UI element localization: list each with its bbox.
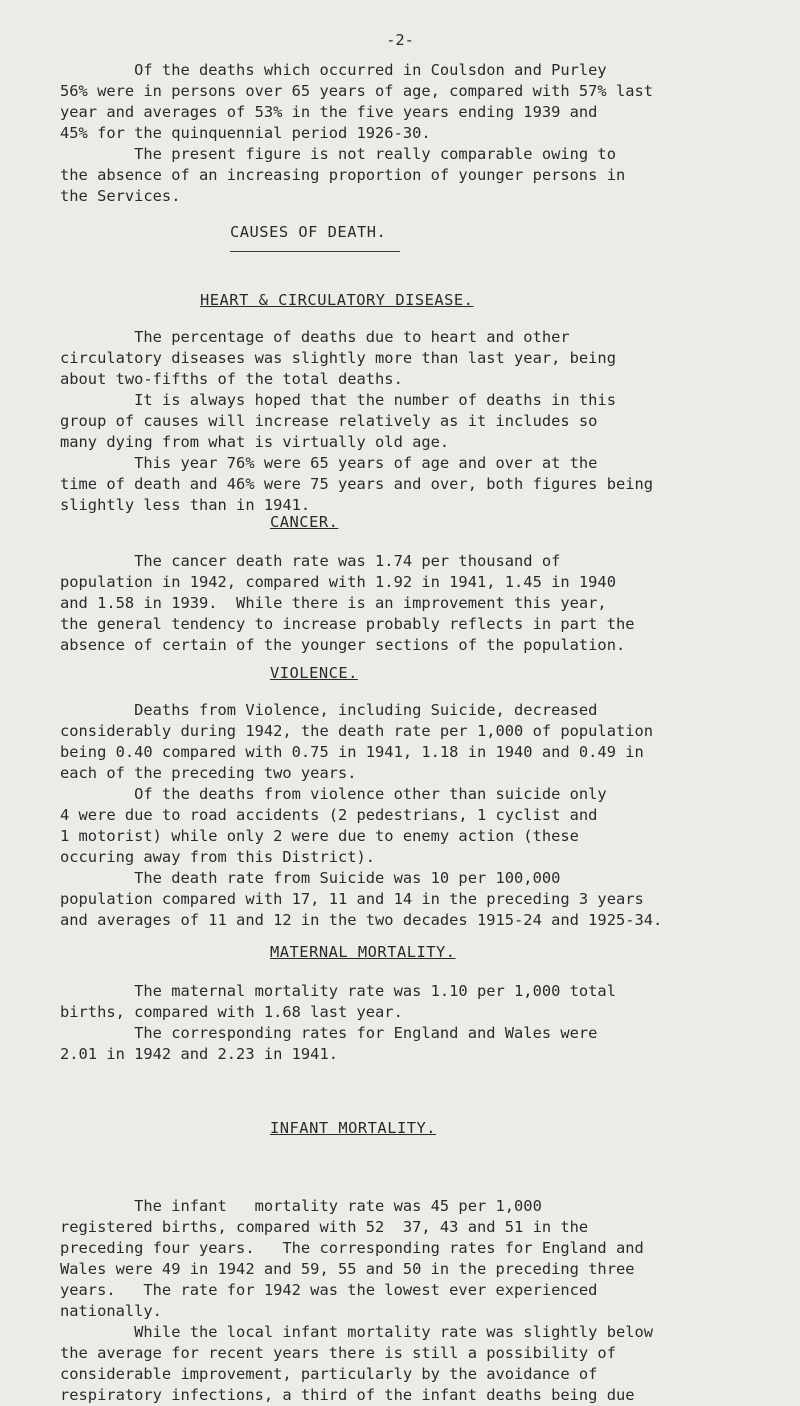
- text-line: about two-fifths of the total deaths.: [60, 370, 403, 388]
- text-line: births, compared with 1.68 last year.: [60, 1003, 403, 1021]
- text-line: respiratory infections, a third of the infant deaths being due: [60, 1386, 635, 1404]
- cancer-heading: CANCER.: [270, 513, 339, 531]
- text-line: The corresponding rates for England and Wales were: [60, 1024, 598, 1042]
- text-line: preceding four years. The corresponding rates for England and: [60, 1239, 644, 1257]
- infant-heading: INFANT MORTALITY.: [270, 1119, 437, 1137]
- text-line: While the local infant mortality rate was slightly below: [60, 1323, 654, 1341]
- text-line: population in 1942, compared with 1.92 in 1941, 1.45 in 1940: [60, 573, 616, 591]
- text-line: 45% for the quinquennial period 1926-30.: [60, 124, 431, 142]
- text-line: time of death and 46% were 75 years and over, both figures being: [60, 475, 654, 493]
- text-line: registered births, compared with 52 37, 43 and 51 in the: [60, 1218, 589, 1236]
- text-line: year and averages of 53% in the five years ending 1939 and: [60, 103, 598, 121]
- heart-heading: HEART & CIRCULATORY DISEASE.: [200, 291, 474, 309]
- heart-section: [60, 327, 780, 516]
- text-line: and averages of 11 and 12 in the two decades 1915-24 and 1925-34.: [60, 911, 663, 929]
- text-line: The maternal mortality rate was 1.10 per 1,000 total: [60, 982, 616, 1000]
- violence-heading: VIOLENCE.: [270, 664, 358, 682]
- text-line: the Services.: [60, 187, 181, 205]
- intro-paragraph-2: [60, 144, 780, 207]
- text-line: the average for recent years there is still a possibility of: [60, 1344, 616, 1362]
- text-line: being 0.40 compared with 0.75 in 1941, 1.18 in 1940 and 0.49 in: [60, 743, 644, 761]
- text-line: The percentage of deaths due to heart and other: [60, 328, 570, 346]
- text-line: and 1.58 in 1939. While there is an improvement this year,: [60, 594, 607, 612]
- text-line: 4 were due to road accidents (2 pedestrians, 1 cyclist and: [60, 806, 598, 824]
- text-line: The cancer death rate was 1.74 per thousand of: [60, 552, 561, 570]
- text-line: the general tendency to increase probably reflects in part the: [60, 615, 635, 633]
- text-line: considerable improvement, particularly by the avoidance of: [60, 1365, 598, 1383]
- text-line: This year 76% were 65 years of age and over at the: [60, 454, 598, 472]
- text-line: occuring away from this District).: [60, 848, 376, 866]
- text-line: each of the preceding two years.: [60, 764, 357, 782]
- text-line: the absence of an increasing proportion of younger persons in: [60, 166, 626, 184]
- title-divider: [230, 251, 400, 252]
- cancer-section: [60, 551, 780, 656]
- text-line: The death rate from Suicide was 10 per 100,000: [60, 869, 561, 887]
- text-line: Deaths from Violence, including Suicide, decreased: [60, 701, 598, 719]
- text-line: nationally.: [60, 1302, 162, 1320]
- maternal-heading: MATERNAL MORTALITY.: [270, 943, 456, 961]
- text-line: It is always hoped that the number of deaths in this: [60, 391, 616, 409]
- intro-paragraph-1: [60, 60, 780, 144]
- text-line: population compared with 17, 11 and 14 in the preceding 3 years: [60, 890, 644, 908]
- text-line: absence of certain of the younger sections of the population.: [60, 636, 626, 654]
- infant-section: [60, 1196, 780, 1406]
- text-line: group of causes will increase relatively as it includes so: [60, 412, 598, 430]
- text-line: 2.01 in 1942 and 2.23 in 1941.: [60, 1045, 338, 1063]
- text-line: slightly less than in 1941.: [60, 496, 311, 514]
- text-line: 1 motorist) while only 2 were due to enemy action (these: [60, 827, 579, 845]
- text-line: 56% were in persons over 65 years of age, compared with 57% last: [60, 82, 654, 100]
- text-line: many dying from what is virtually old age.: [60, 433, 450, 451]
- text-line: circulatory diseases was slightly more than last year, being: [60, 349, 616, 367]
- text-line: considerably during 1942, the death rate per 1,000 of population: [60, 722, 654, 740]
- text-line: years. The rate for 1942 was the lowest ever experienced: [60, 1281, 598, 1299]
- page-number: -2-: [386, 31, 414, 49]
- violence-section: [60, 700, 780, 931]
- text-line: Of the deaths which occurred in Coulsdon and Purley: [60, 61, 607, 79]
- maternal-section: [60, 981, 780, 1065]
- text-line: The present figure is not really comparable owing to: [60, 145, 616, 163]
- text-line: Of the deaths from violence other than suicide only: [60, 785, 607, 803]
- text-line: Wales were 49 in 1942 and 59, 55 and 50 in the preceding three: [60, 1260, 635, 1278]
- causes-of-death-title: CAUSES OF DEATH.: [230, 223, 387, 241]
- text-line: The infant mortality rate was 45 per 1,000: [60, 1197, 542, 1215]
